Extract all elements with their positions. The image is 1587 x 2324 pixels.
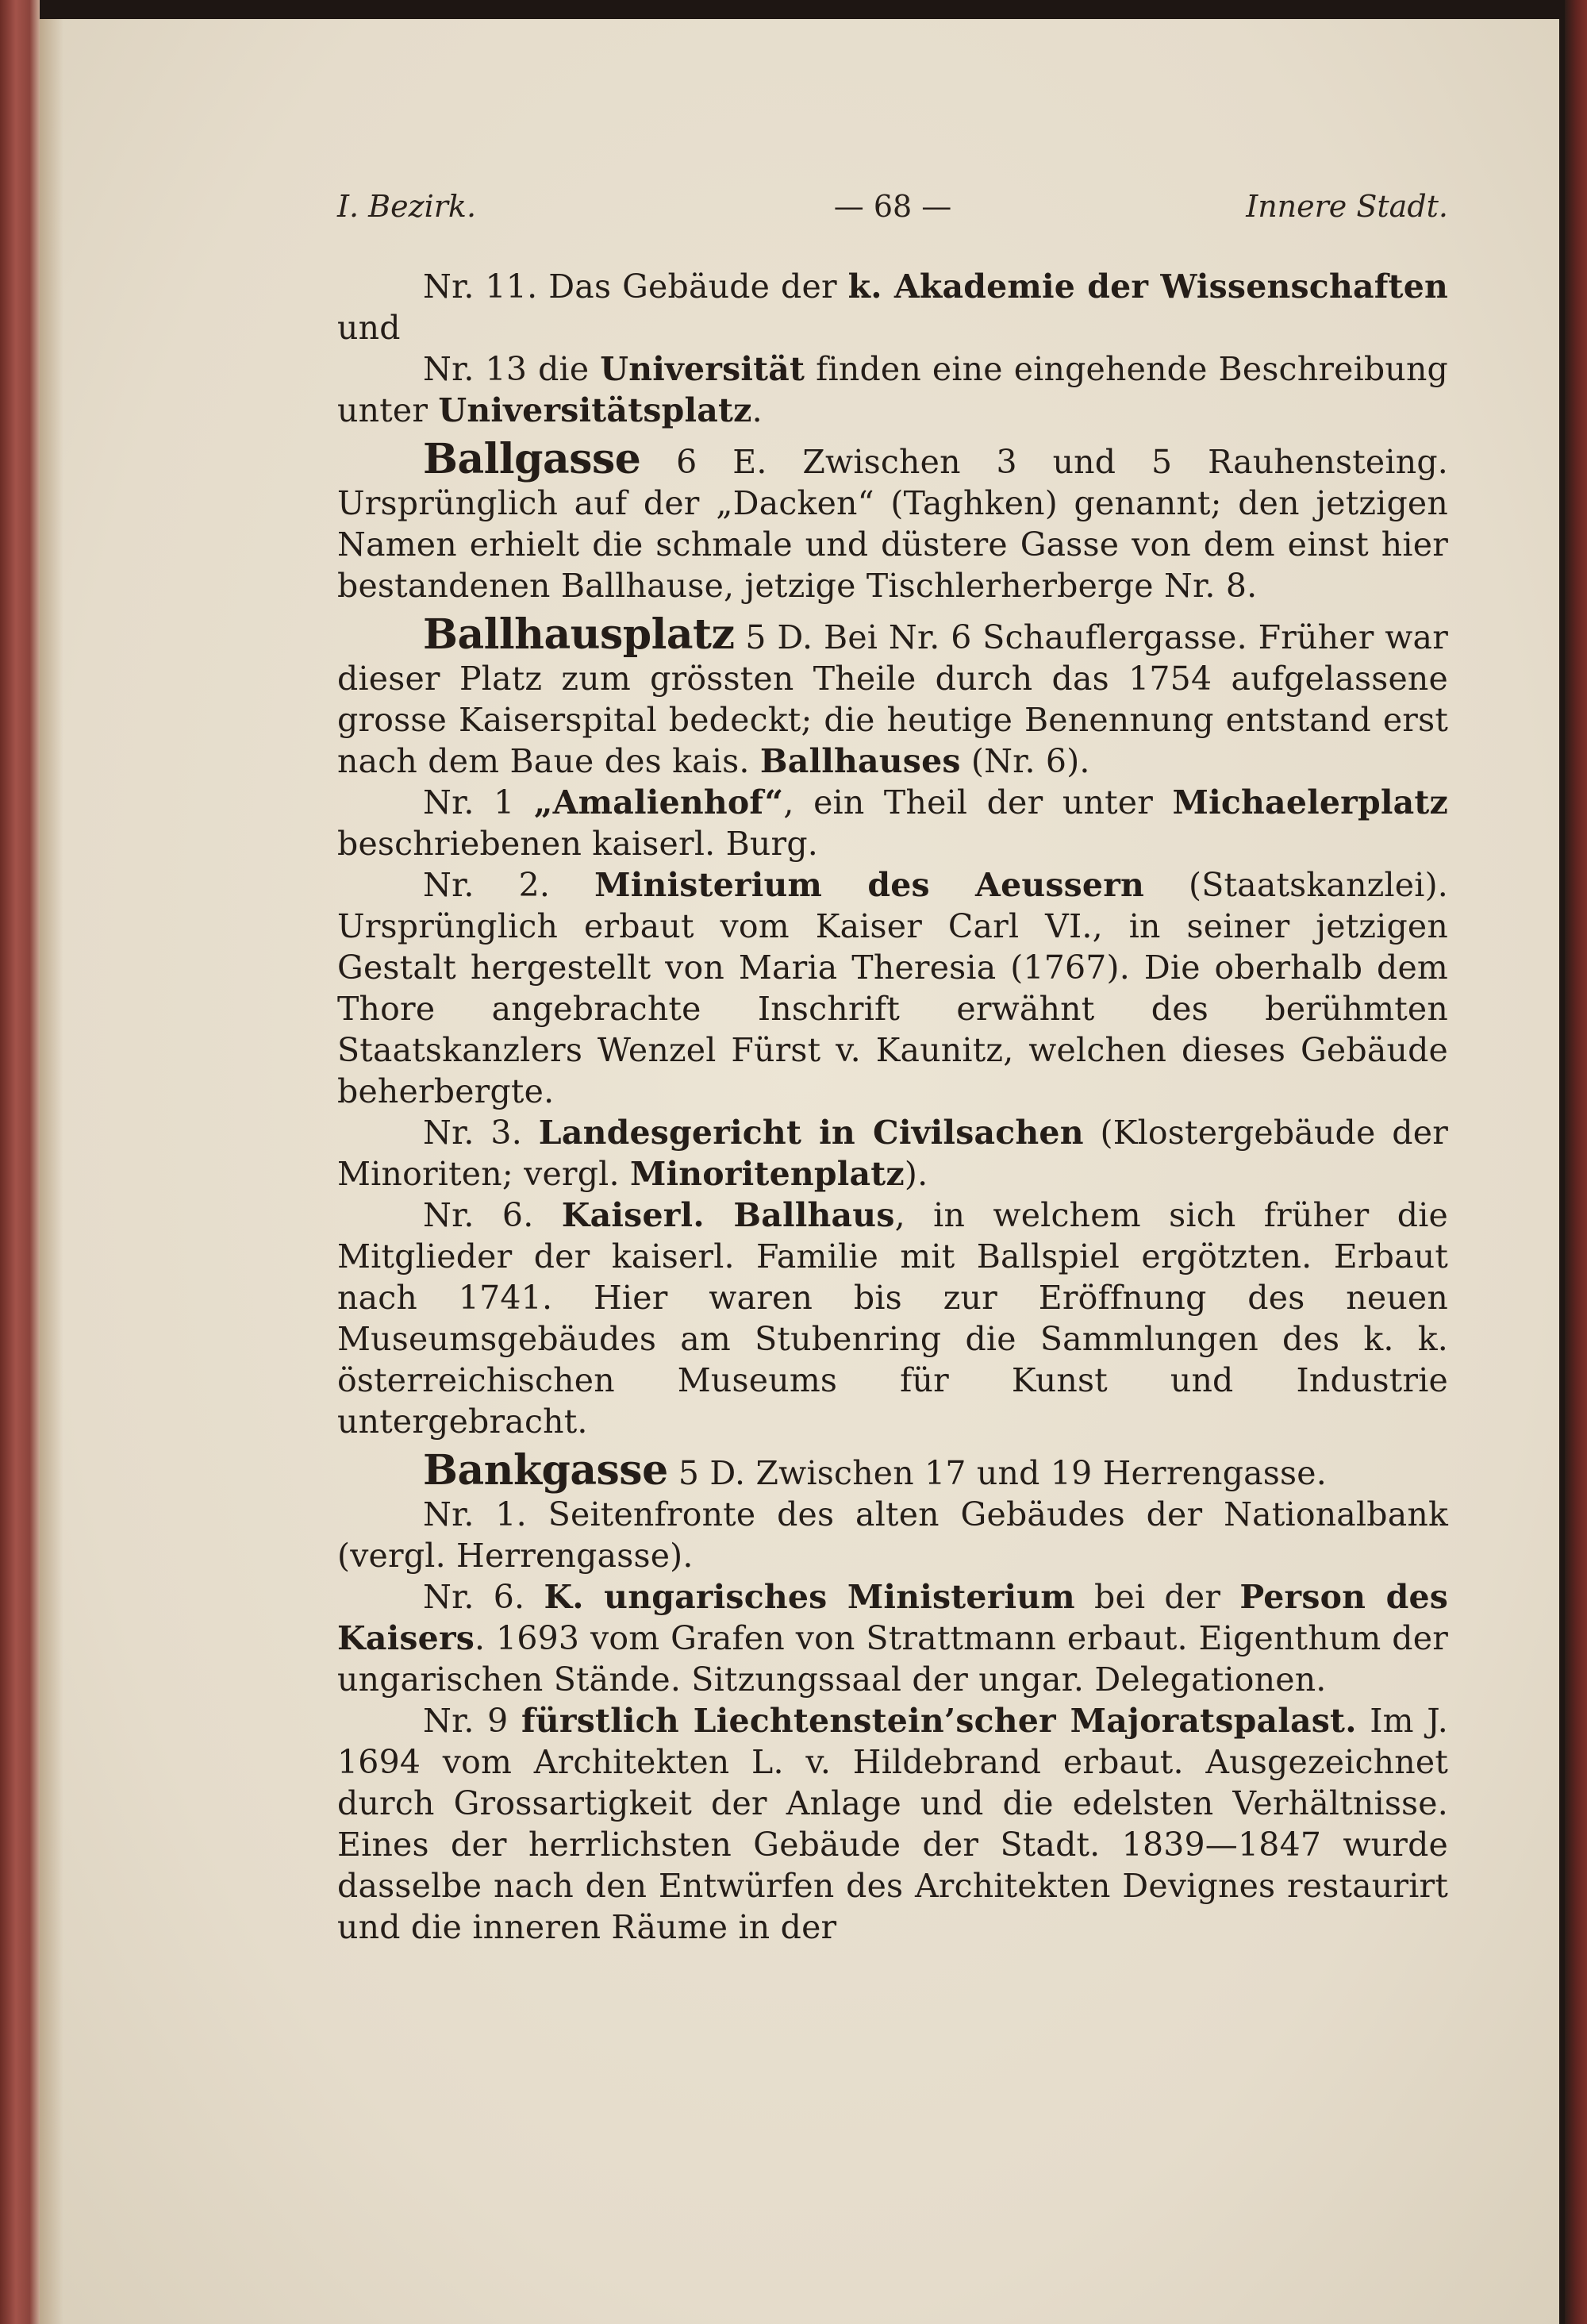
paragraph-ballhausplatz-nr3: Nr. 3. Landesgericht in Civilsachen (Klostergebäude der Minoriten; vergl. Minoritenplatz). [337, 1114, 1449, 1193]
header-district: I. Bezirk. [337, 189, 477, 224]
header-section: Innere Stadt. [1246, 189, 1448, 224]
book-binding-right [1565, 0, 1587, 2324]
paragraph-ballhausplatz-nr6: Nr. 6. Kaiserl. Ballhaus, in welchem sich früher die Mitglieder der kaiserl. Familie mit Ballspiel ergötzten. Erbaut nach 1741. Hier waren bis zur Eröffnung des neuen Museumsgebäudes am Stubenring die Sammlungen des k. k. österreichischen Museums für Kunst und Industrie untergebracht. [337, 1196, 1448, 1441]
book-binding-left [0, 0, 40, 2324]
paragraph-ballhausplatz-nr1: Nr. 1 „Amalienhof“, ein Theil der unter Michaelerplatz beschriebenen kaiserl. Burg. [337, 783, 1448, 863]
paragraph-bankgasse-nr9: Nr. 9 fürstlich Liechtenstein’scher Majoratspalast. Im J. 1694 vom Architekten L. v. Hildebrand erbaut. Ausgezeichnet durch Grossartigkeit der Anlage und die edelsten Verhältnisse. Eines der herrlichsten Gebäude der Stadt. 1839—1847 wurde dasselbe nach den Entwürfen des Architekten Devignes restaurirt und die inneren Räume in der [337, 1702, 1448, 1946]
paragraph-bankgasse-nr6: Nr. 6. K. ungarisches Ministerium bei der Person des Kaisers. 1693 vom Grafen von Strattmann erbaut. Eigenthum der ungarischen Stände. Sitzungssaal der ungar. Delegationen. [337, 1578, 1449, 1699]
body-text [337, 266, 1448, 1948]
paragraph-bankgasse-nr1: Nr. 1. Seitenfronte des alten Gebäudes der Nationalbank (vergl. Herrengasse). [337, 1495, 1448, 1575]
running-header [337, 189, 1448, 244]
paragraph-ballhausplatz-nr2: Nr. 2. Ministerium des Aeussern (Staatskanzlei). Ursprünglich erbaut vom Kaiser Carl VI., in seiner jetzigen Gestalt hergestellt von Maria Theresia (1767). Die oberhalb dem Thore angebrachte Inschrift erwähnt des berühmten Staatskanzlers Wenzel Fürst v. Kaunitz, welchen dieses Gebäude beherbergte. [337, 866, 1449, 1110]
paragraph-nr11: Nr. 11. Das Gebäude der k. Akademie der Wissenschaften und [337, 267, 1448, 347]
headword-ballgasse: Ballgasse [423, 435, 641, 483]
page-number: — 68 — [833, 189, 952, 224]
entry-ballgasse: Ballgasse 6 E. Zwischen 3 und 5 Rauhensteing. Ursprünglich auf der „Dacken“ (Taghken) genannt; den jetzigen Namen erhielt die schmale und düstere Gasse von dem einst hier bestandenen Ballhause, jetzige Tischlerherberge Nr. 8. [337, 435, 1448, 605]
headword-ballhausplatz: Ballhausplatz [423, 610, 735, 659]
page-gutter-shadow [40, 19, 63, 2324]
entry-ballhausplatz: Ballhausplatz 5 D. Bei Nr. 6 Schauflergasse. Früher war dieser Platz zum grössten Theile durch das 1754 aufgelassene grosse Kaiserspital bedeckt; die heutige Benennung entstand erst nach dem Baue des kais. Ballhauses (Nr. 6). [337, 610, 1448, 780]
paragraph-nr13: Nr. 13 die Universität finden eine eingehende Beschreibung unter Universitätsplatz. [337, 350, 1449, 429]
headword-bankgasse: Bankgasse [423, 1446, 668, 1495]
entry-bankgasse: Bankgasse 5 D. Zwischen 17 und 19 Herrengasse. [423, 1446, 1327, 1495]
